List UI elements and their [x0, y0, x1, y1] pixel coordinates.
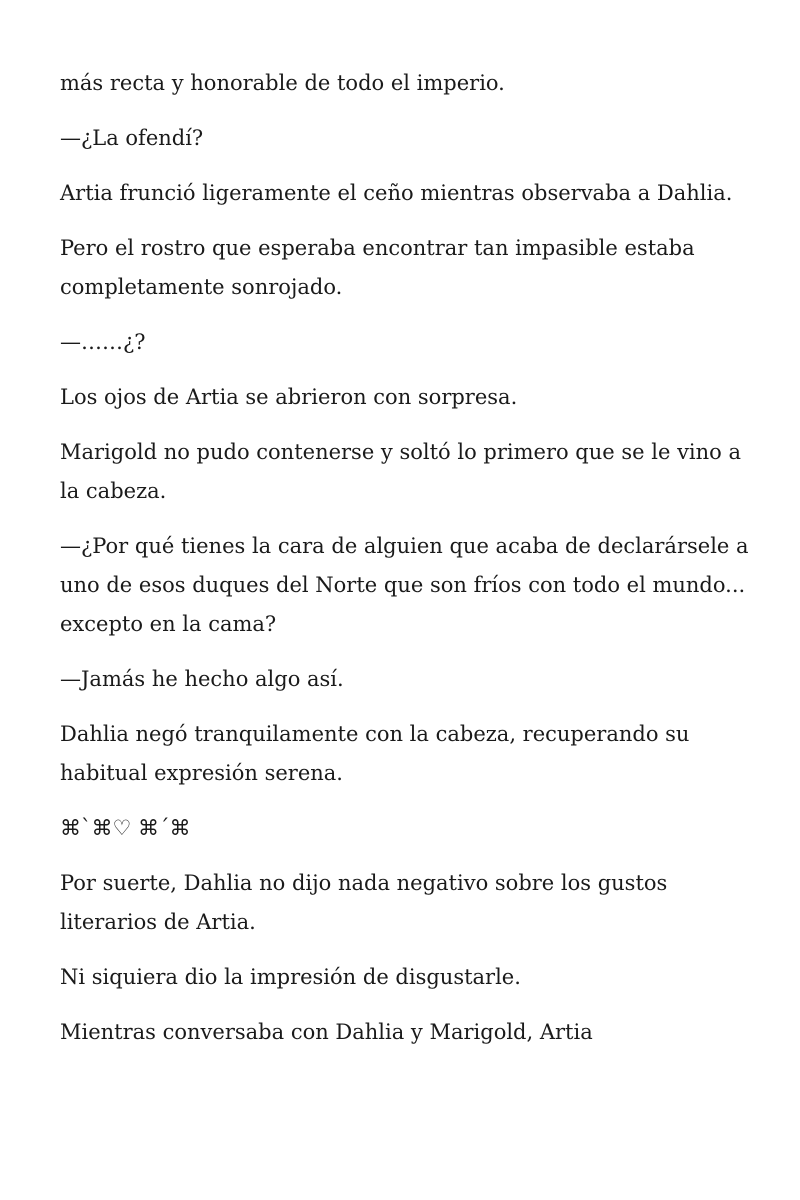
- paragraph: —¿La ofendí?: [60, 126, 204, 150]
- paragraph: Por suerte, Dahlia no dijo nada negativo sobre los gustos literarios de Artia.: [60, 871, 668, 934]
- paragraph: Marigold no pudo contenerse y soltó lo primero que se le vino a la cabeza.: [60, 440, 742, 503]
- paragraph: Mientras conversaba con Dahlia y Marigold, Artia: [60, 1020, 593, 1044]
- paragraph: —……¿?: [60, 330, 146, 354]
- paragraph: Ni siquiera dio la impresión de disgustarle.: [60, 965, 521, 989]
- scene-break-emoticon: ⌘`⌘♡ ⌘´⌘: [60, 816, 191, 840]
- paragraph: —Jamás he hecho algo así.: [60, 667, 344, 691]
- paragraph: —¿Por qué tienes la cara de alguien que acaba de declarársele a uno de esos duques del Norte que son fríos con todo el mundo... excepto en la cama?: [60, 534, 749, 636]
- paragraph: Los ojos de Artia se abrieron con sorpresa.: [60, 385, 518, 409]
- paragraph: más recta y honorable de todo el imperio.: [60, 71, 505, 95]
- paragraph: Pero el rostro que esperaba encontrar tan impasible estaba completamente sonrojado.: [60, 236, 695, 299]
- reading-page: [60, 64, 750, 1068]
- paragraph: Dahlia negó tranquilamente con la cabeza, recuperando su habitual expresión serena.: [60, 722, 690, 785]
- paragraph: Artia frunció ligeramente el ceño mientras observaba a Dahlia.: [60, 181, 733, 205]
